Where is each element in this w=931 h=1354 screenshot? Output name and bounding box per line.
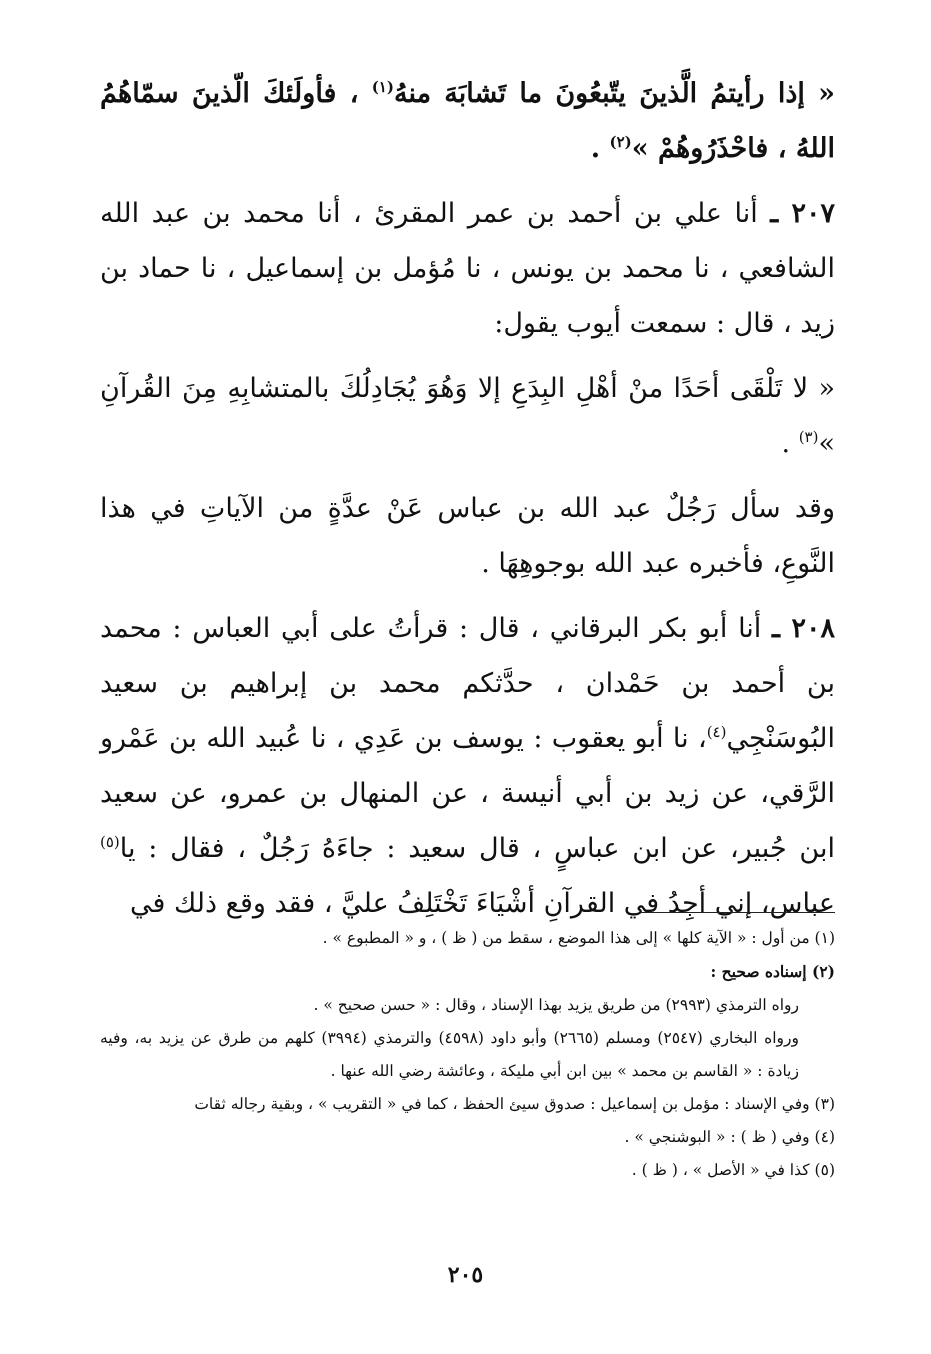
ayyub-quote: « لا تَلْقَى أحَدًا منْ أهْلِ البِدَعِ إلا وَهُوَ يُجَادِلُكَ بالمتشابِهِ مِنَ القُرآنِ » — [100, 373, 835, 459]
narration-number-207: ٢٠٧ ـ — [770, 198, 835, 229]
quote-end: . — [590, 133, 610, 164]
narration-208-text-b: ، نا أبو يعقوب : يوسف بن عَدِي ، نا عُبيد الله بن عَمْرو الرَّقي، عن زيد بن أبي أنيسة ، عن المنهال بن عمرو، عن سعيد ابن جُبير، عن ابن عباسٍ ، قال سعيد : جاءَهُ رَجُلٌ ، فقال : يا — [100, 723, 835, 864]
ibn-abbas-text: وقد سأل رَجُلٌ عبد الله بن عباس عَنْ عدَّةٍ من الآياتِ في هذا النَّوعِ، فأخبره عبد الله بوجوهِهَا . — [100, 493, 835, 579]
quote-part-2: ، فأولَئكَ الّذينَ سمّاهُمُ اللهُ ، فاحْذَرُوهُمْ » — [100, 78, 835, 164]
footnote-separator — [640, 912, 835, 913]
footnote-4: (٤) وفي ( ظ ) : « البوشنجي » . — [624, 1128, 835, 1146]
narration-207-text: أنا علي بن أحمد بن عمر المقرئ ، أنا محمد بن عبد الله الشافعي ، نا محمد بن يونس ، نا مُؤمل بن إسماعيل ، نا حماد بن زيد ، قال : سمعت أيوب يقول: — [100, 198, 835, 339]
footnote-5: (٥) كذا في « الأصل » ، ( ظ ) . — [631, 1161, 835, 1179]
footnote-2-line-1: رواه الترمذي (٢٩٩٣) من طريق يزيد بهذا الإسناد ، وقال : « حسن صحيح » . — [313, 996, 799, 1014]
footnote-ref-3[interactable]: (٣) — [798, 428, 819, 446]
hadith-quote-paragraph — [100, 66, 835, 176]
narration-207 — [100, 186, 835, 351]
quote-part-1: « إذا رأيتمُ الَّذينَ يتّبعُونَ ما تَشابَهَ منهُ — [393, 78, 836, 109]
narration-number-208: ٢٠٨ ـ — [772, 613, 835, 644]
narration-208-text-c: عباس، إني أجِدُ في القرآنِ أشْيَاءَ تَخْتَلِفُ عليَّ ، فقد وقع ذلك في — [130, 888, 835, 919]
ayyub-quote-paragraph — [100, 361, 835, 471]
footnote-1: (١) من أول : « الآية كلها » إلى هذا الموضع ، سقط من ( ظ ) ، و « المطبوع » . — [322, 929, 835, 947]
footnote-3: (٣) وفي الإسناد : مؤمل بن إسماعيل : صدوق سيئ الحفظ ، كما في « التقريب » ، وبقية رجاله ثقات — [194, 1095, 835, 1113]
ibn-abbas-paragraph — [100, 481, 835, 591]
footnote-ref-2[interactable]: (٢) — [609, 133, 632, 151]
footnote-ref-4[interactable]: (٤) — [706, 723, 727, 741]
narration-208-text-a: أنا أبو بكر البرقاني ، قال : قرأتُ على أبي العباس : محمد بن أحمد بن حَمْدان ، حدَّثكم محمد بن إبراهيم بن سعيد البُوسَنْجِي — [100, 613, 835, 754]
footnotes — [100, 922, 835, 1187]
footnote-ref-5[interactable]: (٥) — [100, 833, 120, 851]
ayyub-quote-end: . — [781, 428, 799, 459]
page-number: ٢٠٥ — [447, 1262, 484, 1288]
footnote-ref-1[interactable]: (١) — [371, 78, 394, 96]
main-text — [100, 66, 835, 941]
footnote-2-line-2: ورواه البخاري (٢٥٤٧) ومسلم (٢٦٦٥) وأبو داود (٤٥٩٨) والترمذي (٣٩٩٤) كلهم من طرق عن يزيد به، وفيه زيادة : « القاسم بن محمد » بين ابن أبي مليكة ، وعائشة رضي الله عنها . — [100, 1029, 799, 1080]
narration-208 — [100, 601, 835, 931]
footnote-2-title: (٢) إسناده صحيح : — [710, 962, 835, 981]
